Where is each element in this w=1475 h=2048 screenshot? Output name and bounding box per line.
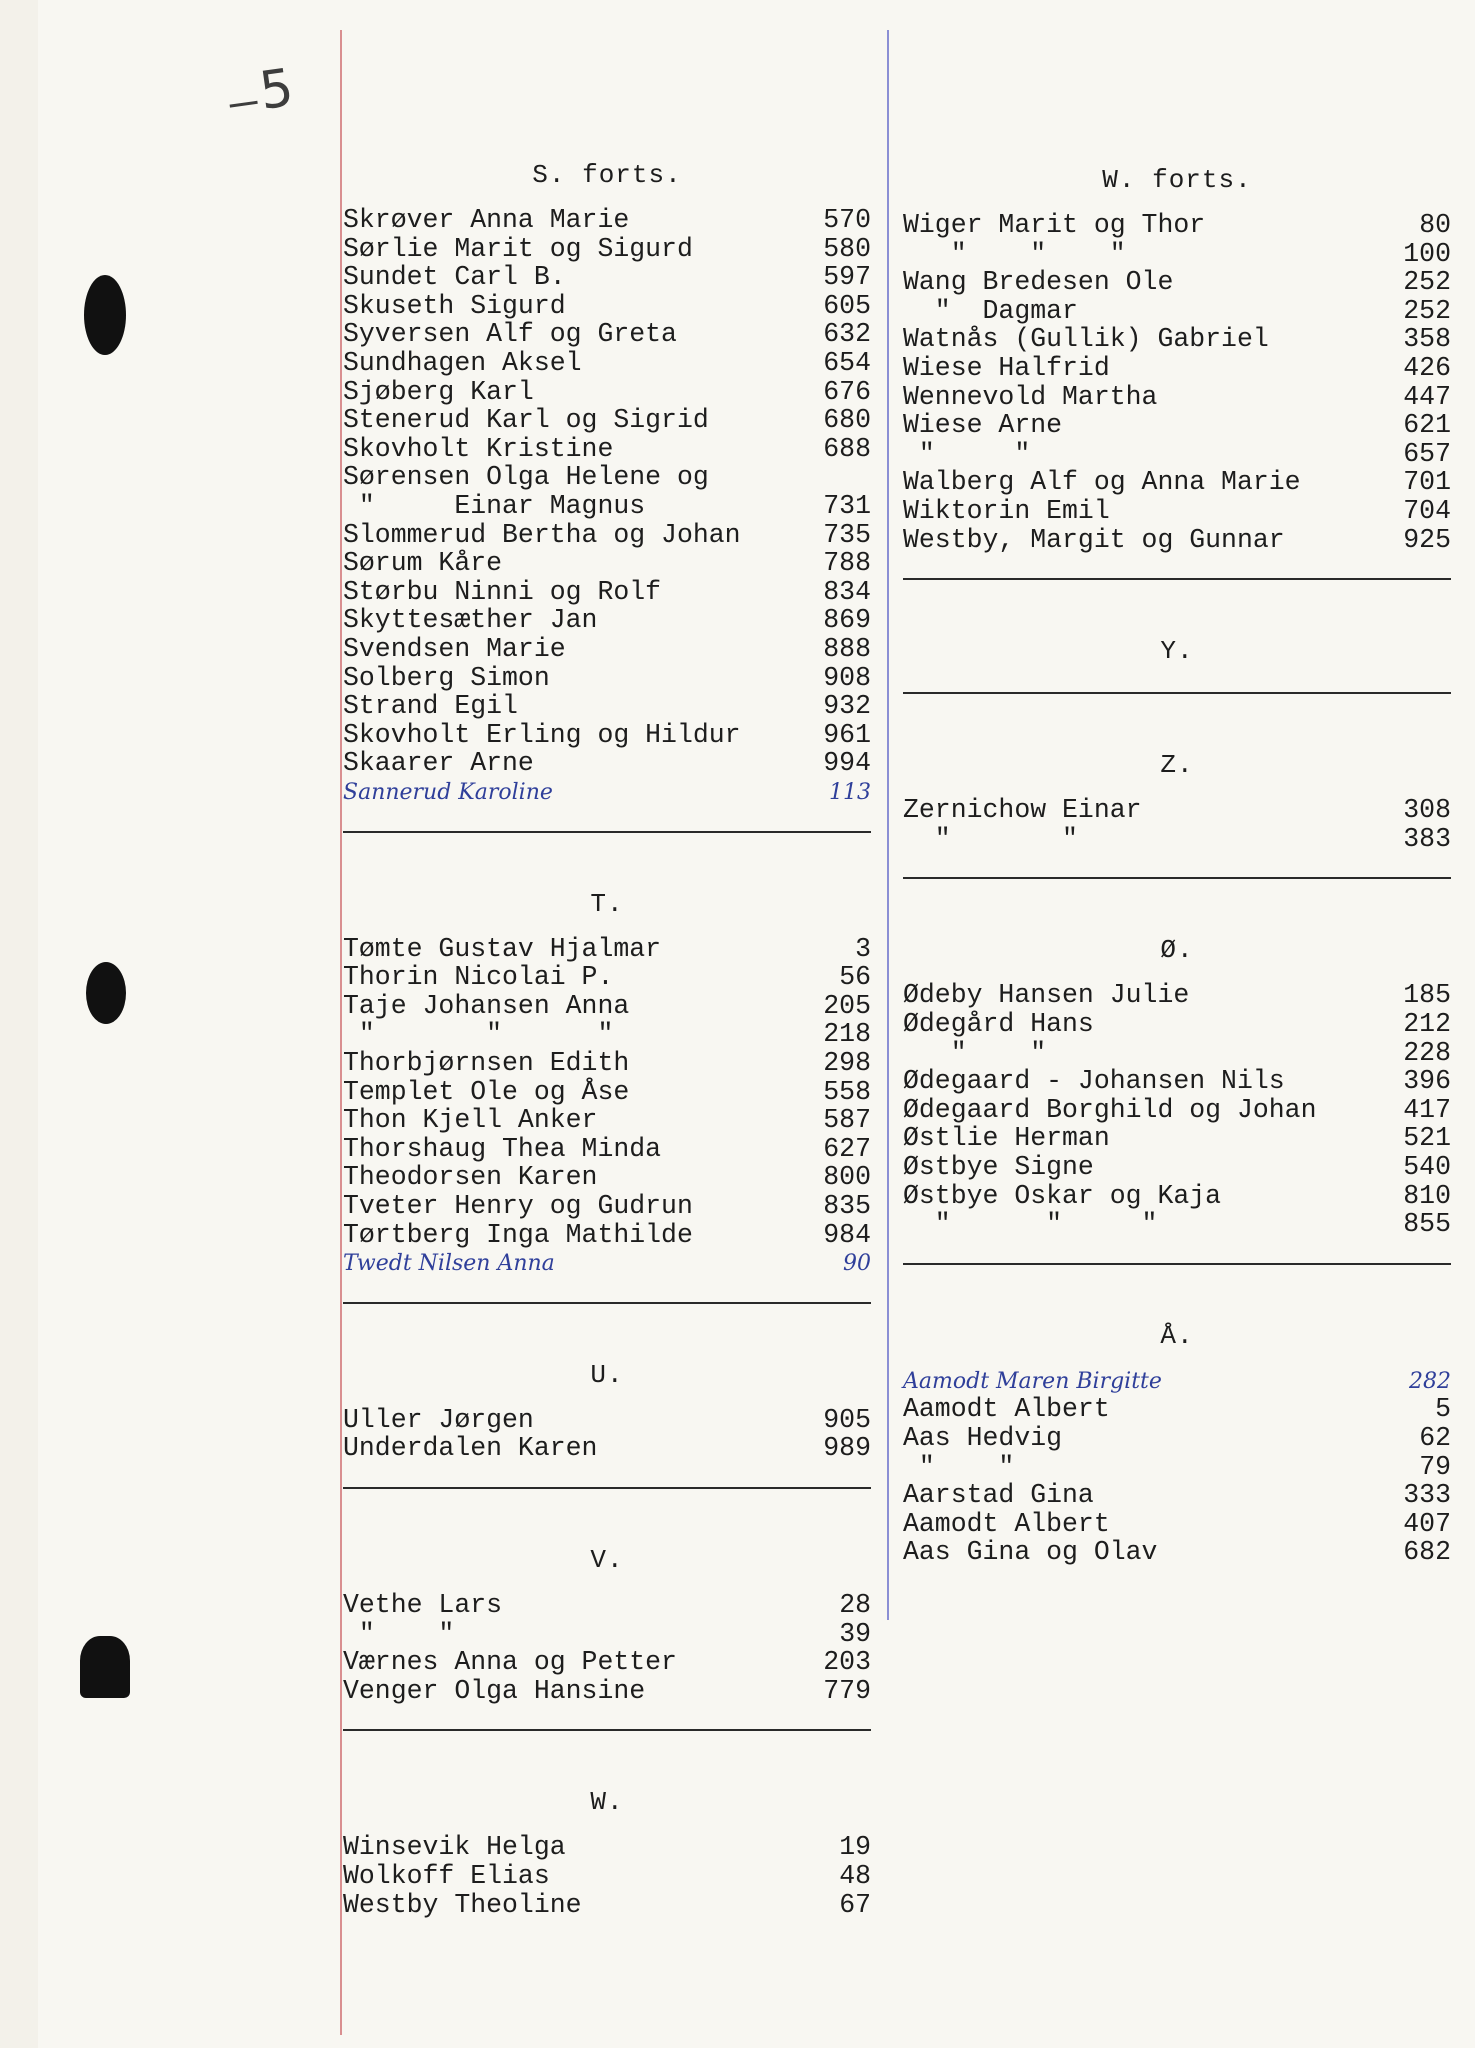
entry-name: Thorin Nicolai P. [343, 962, 614, 993]
section-title: W. [590, 1787, 624, 1818]
ledger-entry [343, 721, 871, 750]
entry-number: 682 [1403, 1537, 1451, 1568]
red-margin-line [340, 30, 342, 2035]
ledger-entry [903, 1124, 1451, 1153]
ledger-entry [903, 1481, 1451, 1510]
entry-number: 597 [823, 262, 871, 293]
section-divider [903, 1263, 1451, 1265]
entry-name: Aamodt Albert [903, 1394, 1110, 1425]
ledger-entry [343, 206, 871, 235]
ledger-entry [343, 1591, 871, 1620]
entry-number: 779 [823, 1675, 871, 1706]
punch-hole-top [84, 275, 126, 355]
ledger-entry [903, 268, 1451, 297]
entry-name: Wiktorin Emil [903, 496, 1110, 526]
entry-name: Værnes Anna og Petter [343, 1647, 677, 1678]
entry-number: 218 [823, 1019, 871, 1050]
entry-number: 735 [823, 519, 871, 550]
entry-number: 570 [823, 205, 871, 235]
section-title: Y. [1160, 636, 1194, 667]
ledger-entry [903, 1395, 1451, 1424]
entry-number: 80 [1419, 210, 1451, 240]
ledger-entry [343, 378, 871, 407]
section-title: V. [590, 1545, 624, 1575]
entry-name: Uller Jørgen [343, 1404, 534, 1435]
section-divider [343, 831, 871, 833]
entry-name: Tveter Henry og Gudrun [343, 1191, 693, 1221]
section-divider [903, 578, 1451, 580]
ledger-entry [903, 1153, 1451, 1182]
ledger-entry [903, 354, 1451, 383]
entry-name: Zernichow Einar [903, 795, 1142, 826]
entry-number: 704 [1403, 496, 1451, 526]
ledger-entry [343, 1620, 871, 1649]
punch-hole-middle [86, 962, 126, 1024]
entry-name: Wiese Arne [903, 410, 1063, 441]
blue-column-line [887, 30, 889, 1620]
entry-name: Ødeby Hansen Julie [903, 980, 1190, 1011]
entry-name: Østbye Oskar og Kaja [903, 1180, 1222, 1211]
entry-number: 252 [1403, 295, 1451, 326]
entry-name: Skaarer Arne [343, 748, 534, 779]
ledger-entry [343, 1078, 871, 1107]
ledger-entry [903, 796, 1451, 825]
entry-name: Winsevik Helga [343, 1832, 566, 1863]
ledger-entry [903, 383, 1451, 412]
entry-number: 989 [823, 1433, 871, 1464]
entry-name: Sannerud Karoline [343, 780, 553, 805]
entry-name: Twedt Nilsen Anna [343, 1251, 555, 1277]
entry-name: " " " [903, 238, 1126, 269]
entry-number: 407 [1403, 1508, 1451, 1539]
section-divider [903, 692, 1451, 694]
ledger-entry [343, 1434, 871, 1463]
ledger-entry [903, 297, 1451, 326]
entry-name: Slommerud Bertha og Johan [343, 519, 741, 550]
ledger-entry [903, 211, 1451, 240]
entry-name: Syversen Alf og Greta [343, 319, 677, 350]
entry-number: 228 [1403, 1037, 1451, 1068]
entry-number: 308 [1403, 795, 1451, 826]
entry-number: 521 [1403, 1123, 1451, 1154]
ledger-page [38, 0, 1475, 2048]
section-divider [903, 877, 1451, 879]
entry-number: 383 [1403, 823, 1451, 854]
ledger-entry [903, 526, 1451, 555]
entry-number: 396 [1403, 1066, 1451, 1097]
ledger-entry [903, 440, 1451, 469]
entry-number: 984 [823, 1219, 871, 1250]
entry-name: Svendsen Marie [343, 634, 566, 664]
entry-name: " " [903, 823, 1078, 854]
ledger-entry [343, 935, 871, 964]
ledger-entry [343, 1020, 871, 1049]
ledger-entry [343, 1049, 871, 1078]
entry-number: 333 [1403, 1480, 1451, 1511]
entry-number: 905 [823, 1404, 871, 1435]
entry-name: Westby Theoline [343, 1889, 582, 1920]
ledger-entry [343, 635, 871, 664]
entry-name: Aarstad Gina [903, 1480, 1094, 1511]
entry-number: 788 [823, 548, 871, 579]
entry-number: 932 [823, 691, 871, 722]
entry-name: Skuseth Sigurd [343, 290, 566, 321]
entry-number: 621 [1403, 410, 1451, 441]
entry-number: 185 [1403, 980, 1451, 1011]
section-divider [343, 1487, 871, 1489]
ledger-entry [343, 320, 871, 349]
entry-number: 39 [839, 1618, 871, 1649]
entry-number: 447 [1403, 381, 1451, 412]
entry-name: " Dagmar [903, 295, 1078, 326]
entry-number: 605 [823, 290, 871, 321]
entry-number: 888 [823, 634, 871, 664]
ledger-entry [343, 235, 871, 264]
entry-name: Walberg Alf og Anna Marie [903, 467, 1301, 498]
ledger-entry [343, 1833, 871, 1862]
entry-name: Thorbjørnsen Edith [343, 1048, 630, 1078]
entry-number: 680 [823, 405, 871, 436]
ledger-entry [343, 1677, 871, 1706]
entry-number: 212 [1403, 1009, 1451, 1039]
entry-number: 731 [823, 491, 871, 521]
entry-number: 28 [839, 1590, 871, 1620]
section-title: T. [590, 888, 624, 919]
entry-name: Aas Hedvig [903, 1423, 1063, 1453]
entry-name: Ødegaard - Johansen Nils [903, 1066, 1285, 1097]
section-divider [343, 1302, 871, 1304]
entry-number: 994 [823, 748, 871, 779]
entry-number: 701 [1403, 467, 1451, 498]
entry-name: Ødegaard Borghild og Johan [903, 1094, 1317, 1125]
entry-number: 79 [1419, 1451, 1451, 1482]
entry-number: 56 [839, 962, 871, 993]
entry-name: Skovholt Erling og Hildur [343, 719, 741, 750]
entry-name: Sørlie Marit og Sigurd [343, 233, 693, 264]
section-title: Ø. [1160, 935, 1194, 966]
entry-number: 855 [1403, 1209, 1451, 1240]
ledger-entry [903, 411, 1451, 440]
section-title: W. forts. [1102, 165, 1252, 195]
entry-name: " " " [903, 1209, 1158, 1240]
entry-name: Vethe Lars [343, 1590, 503, 1620]
entry-name: Thorshaug Thea Minda [343, 1133, 662, 1164]
entry-name: Østlie Herman [903, 1123, 1110, 1154]
entry-number: 558 [823, 1076, 871, 1107]
entry-name: Sundet Carl B. [343, 262, 566, 293]
entry-name: Aamodt Maren Birgitte [903, 1368, 1162, 1394]
entry-number: 298 [823, 1048, 871, 1078]
section-title: Z. [1160, 750, 1194, 781]
entry-name: Aas Gina og Olav [903, 1537, 1158, 1568]
entry-name: Solberg Simon [343, 662, 550, 693]
ledger-entry [343, 963, 871, 992]
entry-name: Wang Bredesen Ole [903, 267, 1174, 298]
entry-name: Sørum Kåre [343, 548, 503, 579]
ledger-entry [903, 1096, 1451, 1125]
entry-name: Taje Johansen Anna [343, 990, 630, 1021]
entry-number: 205 [823, 990, 871, 1021]
ledger-entry [903, 1453, 1451, 1482]
entry-name: Skovholt Kristine [343, 433, 614, 464]
entry-number: 834 [823, 576, 871, 607]
ledger-entry [343, 749, 871, 778]
ledger-entry [903, 981, 1451, 1010]
ledger-entry [343, 521, 871, 550]
ledger-entry [343, 1163, 871, 1192]
entry-number: 19 [839, 1832, 871, 1863]
entry-name: Strand Egil [343, 691, 518, 722]
entry-name: Wiger Marit og Thor [903, 210, 1206, 240]
entry-number: 282 [1409, 1368, 1451, 1394]
entry-number: 835 [823, 1191, 871, 1221]
entry-name: Theodorsen Karen [343, 1162, 598, 1193]
entry-name: Sundhagen Aksel [343, 348, 582, 378]
entry-number: 90 [843, 1251, 871, 1277]
ledger-entry [343, 664, 871, 693]
entry-number: 417 [1403, 1094, 1451, 1125]
ledger-entry [343, 606, 871, 635]
handwritten-entry [343, 778, 871, 807]
entry-number: 688 [823, 433, 871, 464]
entry-name: " " [343, 1618, 455, 1649]
entry-name: " " [903, 1037, 1047, 1068]
ledger-entry [343, 435, 871, 464]
entry-name: Watnås (Gullik) Gabriel [903, 324, 1269, 355]
entry-number: 252 [1403, 267, 1451, 298]
entry-name: Tømte Gustav Hjalmar [343, 933, 662, 964]
ledger-entry [903, 1067, 1451, 1096]
ledger-entry [343, 692, 871, 721]
punch-hole-bottom [80, 1636, 130, 1698]
ledger-entry [903, 1010, 1451, 1039]
ledger-entry [903, 468, 1451, 497]
entry-name: Størbu Ninni og Rolf [343, 576, 662, 607]
entry-number: 580 [823, 233, 871, 264]
entry-number: 62 [1419, 1423, 1451, 1453]
section-title: U. [590, 1359, 624, 1390]
entry-name: Westby, Margit og Gunnar [903, 524, 1285, 555]
ledger-entry [343, 1135, 871, 1164]
entry-name: Sørensen Olga Helene og [343, 462, 709, 493]
entry-name: " Einar Magnus [343, 491, 646, 521]
entry-name: Sjøberg Karl [343, 376, 534, 407]
entry-name: Tørtberg Inga Mathilde [343, 1219, 693, 1250]
entry-name: Wolkoff Elias [343, 1861, 550, 1891]
ledger-entry [343, 578, 871, 607]
entry-name: Østbye Signe [903, 1152, 1094, 1182]
entry-name: Underdalen Karen [343, 1433, 598, 1464]
entry-name: Venger Olga Hansine [343, 1675, 646, 1706]
ledger-entry [903, 325, 1451, 354]
entry-number: 810 [1403, 1180, 1451, 1211]
entry-name: Ødegård Hans [903, 1009, 1094, 1039]
entry-number: 908 [823, 662, 871, 693]
ledger-entry [903, 240, 1451, 269]
ledger-entry [343, 549, 871, 578]
ledger-entry [343, 1106, 871, 1135]
entry-name: " " [903, 1451, 1015, 1482]
entry-number: 203 [823, 1647, 871, 1678]
handwritten-entry [903, 1367, 1451, 1396]
entry-number: 869 [823, 605, 871, 636]
page-number-mark: 5 [255, 57, 298, 123]
handwritten-entry [343, 1249, 871, 1278]
ledger-entry [903, 1210, 1451, 1239]
ledger-entry [343, 292, 871, 321]
entry-name: " " " [343, 1019, 614, 1050]
ledger-entry [903, 1510, 1451, 1539]
ledger-entry [903, 1424, 1451, 1453]
entry-name: Wennevold Martha [903, 381, 1158, 412]
ledger-entry [903, 1182, 1451, 1211]
entry-number: 676 [823, 376, 871, 407]
ledger-entry [343, 1862, 871, 1891]
ledger-entry [343, 263, 871, 292]
ledger-entry [343, 992, 871, 1021]
entry-number: 100 [1403, 238, 1451, 269]
ledger-entry [903, 1039, 1451, 1068]
ledger-entry [343, 1221, 871, 1250]
entry-number: 67 [839, 1889, 871, 1920]
ledger-entry [343, 1406, 871, 1435]
ledger-entry [343, 1192, 871, 1221]
ledger-entry [343, 492, 871, 521]
entry-number: 358 [1403, 324, 1451, 355]
entry-number: 657 [1403, 438, 1451, 469]
ledger-entry [343, 406, 871, 435]
entry-number: 587 [823, 1105, 871, 1136]
ledger-entry [343, 1891, 871, 1920]
section-title: Å. [1160, 1320, 1194, 1351]
entry-name: Stenerud Karl og Sigrid [343, 405, 709, 436]
entry-number: 627 [823, 1133, 871, 1164]
entry-number: 113 [829, 780, 871, 805]
entry-number: 48 [839, 1861, 871, 1891]
section-divider [343, 1729, 871, 1731]
ledger-entry [903, 497, 1451, 526]
entry-name: Thon Kjell Anker [343, 1105, 598, 1136]
entry-number: 5 [1435, 1394, 1451, 1425]
entry-name: Wiese Halfrid [903, 353, 1110, 383]
section-title: S. forts. [532, 160, 682, 190]
ledger-entry [343, 349, 871, 378]
ledger-entry [343, 463, 871, 492]
entry-number: 632 [823, 319, 871, 350]
ledger-entry [343, 1648, 871, 1677]
entry-number: 961 [823, 719, 871, 750]
entry-name: Skrøver Anna Marie [343, 205, 630, 235]
entry-number: 3 [855, 933, 871, 964]
ledger-entry [903, 1538, 1451, 1567]
entry-name: " " [903, 438, 1031, 469]
entry-number: 540 [1403, 1152, 1451, 1182]
entry-name: Templet Ole og Åse [343, 1076, 630, 1107]
entry-number: 654 [823, 348, 871, 378]
entry-name: Aamodt Albert [903, 1508, 1110, 1539]
ledger-entry [903, 825, 1451, 854]
entry-number: 800 [823, 1162, 871, 1193]
entry-number: 426 [1403, 353, 1451, 383]
entry-name: Skyttesæther Jan [343, 605, 598, 636]
entry-number: 925 [1403, 524, 1451, 555]
